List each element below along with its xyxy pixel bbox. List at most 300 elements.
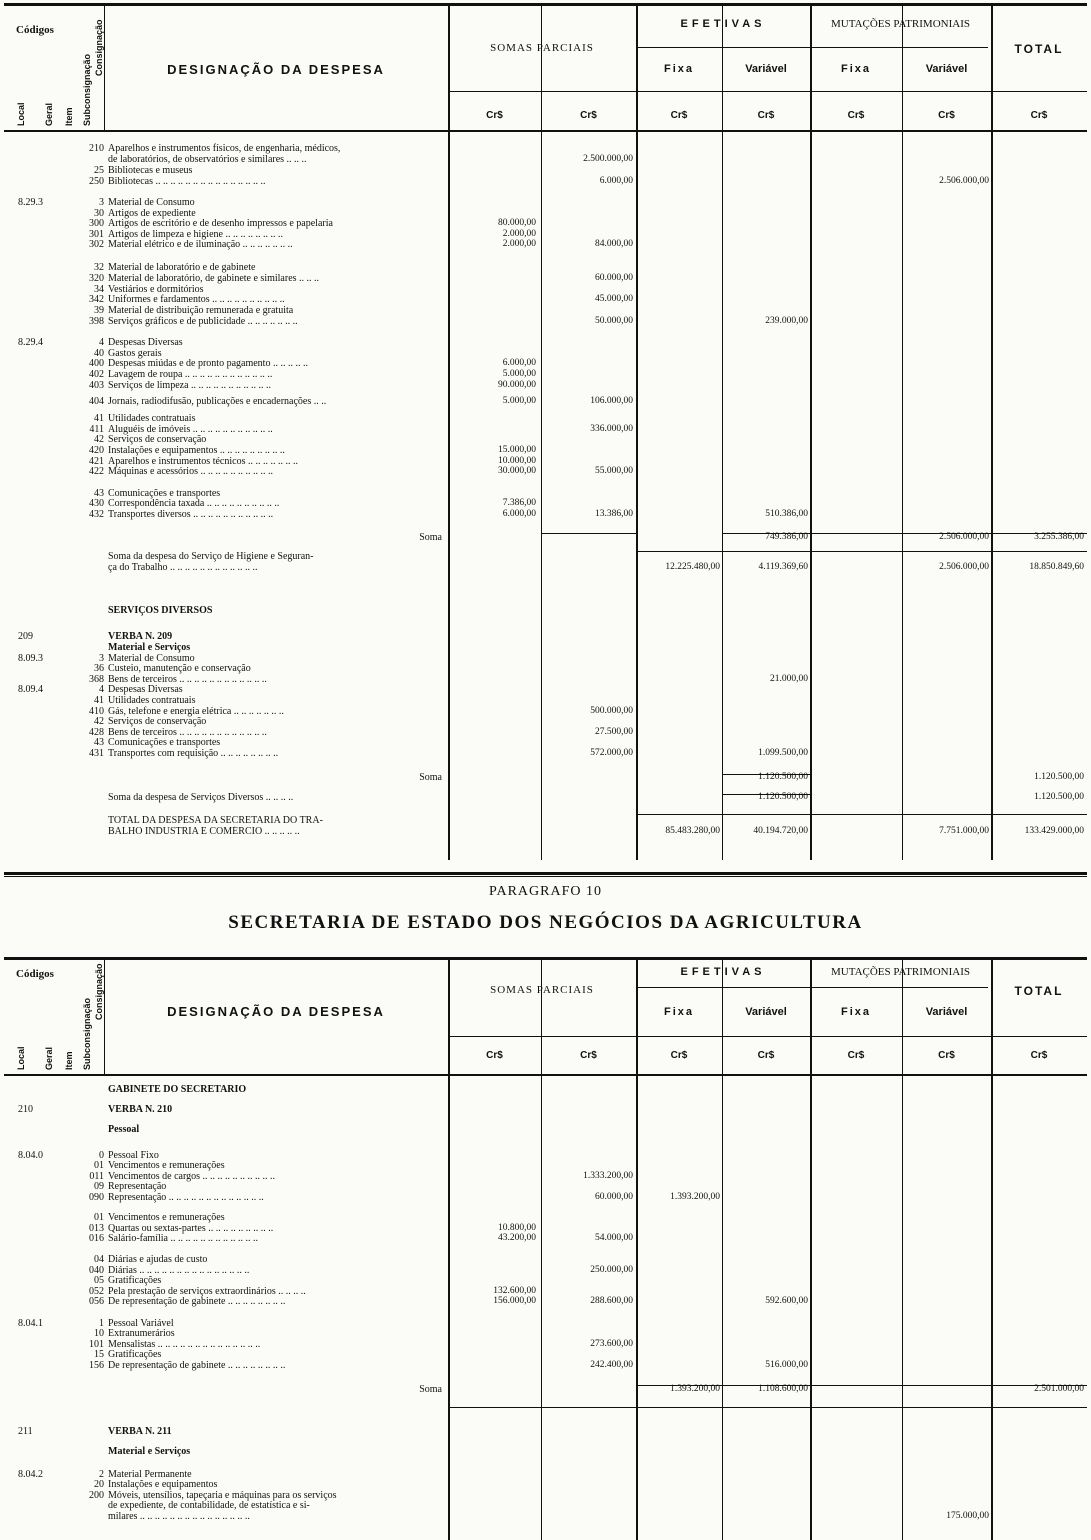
expense-description: Bibliotecas e museus (108, 165, 193, 176)
item-code: 30 (94, 208, 104, 219)
currency-label: Cr$ (847, 110, 865, 121)
expense-description: Bens de terceiros .. .. .. .. .. .. .. .. .. .. .. .. (108, 674, 267, 685)
amount-c3: 1.393.200,00 (670, 1192, 720, 1202)
local-code: 8.09.4 (18, 684, 43, 695)
item-code: 250 (89, 176, 104, 187)
amount-c1: 30.000,00 (498, 466, 536, 476)
item-code: 40 (94, 348, 104, 359)
currency-label: Cr$ (847, 1050, 865, 1061)
expense-description: BALHO INDUSTRIA E COMÉRCIO .. .. .. .. .. (108, 826, 300, 837)
amount-c2: 54.000,00 (595, 1233, 633, 1243)
expense-description: Transportes com requisição .. .. .. .. .. .. .. .. (108, 748, 279, 759)
table-row (4, 197, 1087, 208)
expense-description: Representação (108, 1181, 167, 1192)
expense-description: Gás, telefone e energia elétrica .. .. .. .. .. .. .. (108, 706, 284, 717)
expense-description: Serviços gráficos e de publicidade .. .. .. .. .. .. .. (108, 316, 298, 327)
expense-description: de expediente, de contabilidade, de estatística e si- (108, 1500, 310, 1511)
amount-c4: 4.119.369,60 (758, 562, 808, 572)
mutacoes-header: MUTAÇÕES PATRIMONIAIS (831, 966, 970, 978)
amount-c2: 50.000,00 (595, 316, 633, 326)
currency-label: Cr$ (670, 1050, 688, 1061)
item-code: 210 (89, 143, 104, 154)
table-row (4, 380, 1087, 391)
amount-c6: 2.506.000,00 (939, 532, 989, 542)
amount-c4: 239.000,00 (765, 316, 808, 326)
consignacao-header: Consignação (94, 963, 104, 1020)
expense-description: Extranumerários (108, 1328, 175, 1339)
item-code: 42 (94, 716, 104, 727)
item-code: 090 (89, 1192, 104, 1203)
item-code: 43 (94, 737, 104, 748)
item-code: 41 (94, 695, 104, 706)
item-code: 09 (94, 1181, 104, 1192)
amount-c2: 2.500.000,00 (583, 154, 633, 164)
expense-description: Artigos de limpeza e higiene .. .. .. .. .. .. .. .. (108, 229, 283, 240)
expense-description: Material de distribuição remunerada e gratuita (108, 305, 294, 316)
item-code: 300 (89, 218, 104, 229)
item-code: 402 (89, 369, 104, 380)
expense-description: Quartas ou sextas-partes .. .. .. .. .. .. .. .. .. (108, 1223, 274, 1234)
item-code: 3 (99, 653, 104, 664)
item-code: 3 (99, 197, 104, 208)
somas-parciais-header: SOMAS PARCIAIS (490, 984, 594, 996)
item-code: 404 (89, 396, 104, 407)
expense-description: Comunicações e transportes (108, 488, 221, 499)
table-row (4, 748, 1087, 759)
expense-description: Soma (419, 1384, 442, 1395)
currency-label: Cr$ (580, 1050, 597, 1061)
expense-description: Soma da despesa do Serviço de Higiene e Seguran- (108, 551, 314, 562)
table-row (4, 1328, 1087, 1339)
expense-description: Serviços de limpeza .. .. .. .. .. .. .. .. .. .. .. (108, 380, 272, 391)
table-row (4, 1349, 1087, 1360)
table-row (4, 562, 1087, 573)
expense-description: Vencimentos e remunerações (108, 1212, 225, 1223)
amount-c4: 1.120.500,00 (758, 772, 808, 782)
codigos-header: Códigos (16, 24, 54, 36)
item-code: 1 (99, 1318, 104, 1329)
amount-c2: 13.386,00 (595, 509, 633, 519)
amount-c4: 592.600,00 (765, 1296, 808, 1306)
expense-description: Pessoal (108, 1124, 140, 1135)
expense-description: Mensalistas .. .. .. .. .. .. .. .. .. .. .. .. .. .. (108, 1339, 261, 1350)
amount-c1: 6.000,00 (502, 358, 536, 368)
table-row (4, 1160, 1087, 1171)
table-row (4, 1500, 1087, 1511)
efetivas-variavel-header: Variável (745, 1006, 787, 1018)
expense-description: de laboratórios, de observatórios e similares .. .. .. (108, 154, 307, 165)
expense-description: Gratificações (108, 1275, 162, 1286)
table-row (4, 815, 1087, 826)
item-code: 013 (89, 1223, 104, 1234)
item-code: 4 (99, 684, 104, 695)
local-header: Local (16, 102, 26, 126)
amount-c1: 2.000,00 (502, 239, 536, 249)
amount-c7: 1.120.500,00 (1034, 792, 1084, 802)
item-code: 156 (89, 1360, 104, 1371)
expense-description: De representação de gabinete .. .. .. .. .. .. .. .. (108, 1360, 286, 1371)
item-code: 42 (94, 434, 104, 445)
table-row (4, 1254, 1087, 1265)
table-row (4, 716, 1087, 727)
item-code: 32 (94, 262, 104, 273)
amount-c2: 84.000,00 (595, 239, 633, 249)
amount-c1: 80.000,00 (498, 218, 536, 228)
amount-c1: 5.000,00 (502, 369, 536, 379)
table-row (4, 663, 1087, 674)
item-code: 101 (89, 1339, 104, 1350)
table-row (4, 154, 1087, 165)
efetivas-variavel-header: Variável (745, 63, 787, 75)
item-code: 056 (89, 1296, 104, 1307)
amount-c3: 12.225.480,00 (665, 562, 720, 572)
item-code: 0 (99, 1150, 104, 1161)
amount-c4: 1.120.500,00 (758, 792, 808, 802)
currency-label: Cr$ (1030, 110, 1048, 121)
item-code: 400 (89, 358, 104, 369)
consignacao-header: Consignação (94, 19, 104, 76)
table-row (4, 337, 1087, 348)
amount-c1: 132.600,00 (493, 1286, 536, 1296)
table-row (4, 143, 1087, 154)
amount-c2: 60.000,00 (595, 273, 633, 283)
table-row (4, 509, 1087, 520)
amount-c6: 175.000,00 (946, 1511, 989, 1521)
expense-description: Soma da despesa de Serviços Diversos .. .. .. .. (108, 792, 294, 803)
amount-c7: 3.255.386,00 (1034, 532, 1084, 542)
expense-description: Gastos gerais (108, 348, 162, 359)
expense-description: Correspondência taxada .. .. .. .. .. .. .. .. .. .. (108, 498, 280, 509)
expense-description: De representação de gabinete .. .. .. .. .. .. .. .. (108, 1296, 286, 1307)
table-row (4, 684, 1087, 695)
item-code: 342 (89, 294, 104, 305)
item-code: 302 (89, 239, 104, 250)
amount-c7: 18.850.849,60 (1029, 562, 1084, 572)
expense-description: Custeio, manutenção e conservação (108, 663, 251, 674)
expense-description: Diárias e ajudas de custo (108, 1254, 208, 1265)
item-code: 2 (99, 1469, 104, 1480)
table-row (4, 826, 1087, 837)
item-code: 431 (89, 748, 104, 759)
amount-c4: 516.000,00 (765, 1360, 808, 1370)
table-row (4, 396, 1087, 407)
amount-c6: 2.506.000,00 (939, 176, 989, 186)
amount-c2: 572.000,00 (590, 748, 633, 758)
expense-description: Serviços de conservação (108, 434, 207, 445)
expense-description: Máquinas e acessórios .. .. .. .. .. .. .. .. .. .. (108, 466, 273, 477)
expense-description: Material de laboratório e de gabinete (108, 262, 256, 273)
expense-description: Móveis, utensílios, tapeçaria e máquinas para os serviços (108, 1490, 337, 1501)
expense-description: Vencimentos e remunerações (108, 1160, 225, 1171)
group-header-rule (636, 987, 988, 988)
table-row (4, 369, 1087, 380)
geral-header: Geral (44, 1046, 54, 1070)
table-row (4, 239, 1087, 250)
table-row (4, 1275, 1087, 1286)
somas-parciais-header: SOMAS PARCIAIS (490, 42, 594, 54)
table-row (4, 1511, 1087, 1522)
amount-c2: 336.000,00 (590, 424, 633, 434)
codes-divider (104, 6, 105, 130)
mutacoes-fixa-header: Fixa (840, 1006, 871, 1018)
amount-c4: 1.108.600,00 (758, 1384, 808, 1394)
table-row (4, 532, 1087, 543)
table-row (4, 294, 1087, 305)
currency-label: Cr$ (938, 1050, 955, 1061)
table-row (4, 1360, 1087, 1371)
amount-c6: 2.506.000,00 (939, 562, 989, 572)
amount-c2: 1.333.200,00 (583, 1171, 633, 1181)
codigos-header: Códigos (16, 968, 54, 980)
section-separator (4, 876, 1087, 877)
table-row (4, 551, 1087, 562)
table-row (4, 1233, 1087, 1244)
expense-description: Soma (419, 772, 442, 783)
table-row (4, 466, 1087, 477)
item-code: 05 (94, 1275, 104, 1286)
table-row (4, 1296, 1087, 1307)
amount-c6: 7.751.000,00 (939, 826, 989, 836)
expense-description: Utilidades contratuais (108, 695, 196, 706)
currency-label: Cr$ (757, 110, 775, 121)
item-code: 4 (99, 337, 104, 348)
subtotal-rule (448, 1407, 1087, 1408)
item-code: 34 (94, 284, 104, 295)
amount-c2: 55.000,00 (595, 466, 633, 476)
expense-description: TOTAL DA DESPESA DA SECRETARIA DO TRA- (108, 815, 323, 826)
expense-description: Despesas Diversas (108, 684, 183, 695)
expense-description: Material e Serviços (108, 642, 191, 653)
item-code: 011 (89, 1171, 104, 1182)
item-header: Item (64, 1051, 74, 1070)
amount-c1: 43.200,00 (498, 1233, 536, 1243)
header-bottom-rule (4, 1074, 1087, 1076)
expense-description: Bens de terceiros .. .. .. .. .. .. .. .. .. .. .. .. (108, 727, 267, 738)
subconsignacao-header: Subconsignação (82, 997, 92, 1070)
item-code: 25 (94, 165, 104, 176)
expense-description: Aluguéis de imóveis .. .. .. .. .. .. .. .. .. .. .. (108, 424, 273, 435)
efetivas-header: EFETIVAS (680, 966, 766, 978)
table-row (4, 305, 1087, 316)
group-header-rule (636, 47, 988, 48)
item-code: 15 (94, 1349, 104, 1360)
item-code: 301 (89, 229, 104, 240)
table-row (4, 218, 1087, 229)
efetivas-header: EFETIVAS (680, 18, 766, 30)
amount-c2: 60.000,00 (595, 1192, 633, 1202)
item-code: 403 (89, 380, 104, 391)
table-row (4, 772, 1087, 783)
amount-c2: 6.000,00 (599, 176, 633, 186)
item-code: 421 (89, 456, 104, 467)
expense-description: Despesas miúdas e de pronto pagamento .. .. .. .. .. (108, 358, 308, 369)
expense-description: Bibliotecas .. .. .. .. .. .. .. .. .. .. .. .. .. .. .. (108, 176, 266, 187)
total-header: TOTAL (1014, 42, 1064, 56)
table-row (4, 631, 1087, 642)
expense-description: Vestiários e dormitórios (108, 284, 204, 295)
table-row (4, 1384, 1087, 1395)
table-row (4, 1084, 1087, 1095)
currency-label: Cr$ (486, 1050, 503, 1061)
local-code: 209 (18, 631, 33, 642)
expense-description: Instalações e equipamentos .. .. .. .. .. .. .. .. .. (108, 445, 285, 456)
amount-c2: 288.600,00 (590, 1296, 633, 1306)
expense-description: Material de Consumo (108, 197, 195, 208)
item-code: 43 (94, 488, 104, 499)
item-code: 39 (94, 305, 104, 316)
local-code: 8.09.3 (18, 653, 43, 664)
amount-c4: 21.000,00 (770, 674, 808, 684)
expense-description: milares .. .. .. .. .. .. .. .. .. .. .. .. .. .. .. (108, 1511, 250, 1522)
currency-label: Cr$ (757, 1050, 775, 1061)
item-code: 411 (89, 424, 104, 435)
codes-divider (104, 960, 105, 1074)
table-row (4, 792, 1087, 803)
local-code: 8.29.4 (18, 337, 43, 348)
table-row (4, 1192, 1087, 1203)
table-row (4, 1124, 1087, 1135)
total-header: TOTAL (1014, 984, 1064, 998)
expense-description: Comunicações e transportes (108, 737, 221, 748)
expense-description: Pessoal Fixo (108, 1150, 159, 1161)
expense-description: Transportes diversos .. .. .. .. .. .. .. .. .. .. .. (108, 509, 274, 520)
item-code: 432 (89, 509, 104, 520)
expense-description: Salário-família .. .. .. .. .. .. .. .. .. .. .. .. (108, 1233, 258, 1244)
expense-description: GABINETE DO SECRETARIO (108, 1084, 247, 1095)
currency-label: Cr$ (580, 110, 597, 121)
table-row (4, 605, 1087, 616)
item-code: 398 (89, 316, 104, 327)
amount-c3: 85.483.280,00 (665, 826, 720, 836)
amount-c4: 40.194.720,00 (753, 826, 808, 836)
expense-description: Diárias .. .. .. .. .. .. .. .. .. .. .. .. .. .. .. (108, 1265, 250, 1276)
expense-description: Aparelhos e instrumentos técnicos .. .. .. .. .. .. .. (108, 456, 298, 467)
amount-c7: 2.501.000,00 (1034, 1384, 1084, 1394)
table-row (4, 498, 1087, 509)
amount-c2: 242.400,00 (590, 1360, 633, 1370)
expense-description: Pessoal Variável (108, 1318, 174, 1329)
table-row (4, 262, 1087, 273)
table-row (4, 273, 1087, 284)
amount-c4: 749.386,00 (765, 532, 808, 542)
table-row (4, 434, 1087, 445)
item-code: 410 (89, 706, 104, 717)
section-separator (4, 872, 1087, 875)
expense-description: Despesas Diversas (108, 337, 183, 348)
item-code: 052 (89, 1286, 104, 1297)
item-code: 420 (89, 445, 104, 456)
local-code: 8.04.1 (18, 1318, 43, 1329)
item-code: 41 (94, 413, 104, 424)
table-row (4, 165, 1087, 176)
item-header: Item (64, 107, 74, 126)
table-row (4, 413, 1087, 424)
expense-description: Gratificações (108, 1349, 162, 1360)
table-row (4, 1181, 1087, 1192)
mutacoes-header: MUTAÇÕES PATRIMONIAIS (831, 18, 970, 30)
expense-description: Representação .. .. .. .. .. .. .. .. .. .. .. .. .. (108, 1192, 264, 1203)
amount-c1: 90.000,00 (498, 380, 536, 390)
expense-description: VERBA N. 209 (108, 631, 173, 642)
expense-description: Material elétrico e de iluminação .. .. .. .. .. .. .. (108, 239, 293, 250)
amount-c7: 133.429.000,00 (1024, 826, 1084, 836)
table-row (4, 1104, 1087, 1115)
local-code: 8.29.3 (18, 197, 43, 208)
item-code: 200 (89, 1490, 104, 1501)
expense-description: SERVIÇOS DIVERSOS (108, 605, 213, 616)
mutacoes-fixa-header: Fixa (840, 63, 871, 75)
efetivas-fixa-header: Fixa (663, 63, 694, 75)
expense-description: VERBA N. 210 (108, 1104, 173, 1115)
item-code: 320 (89, 273, 104, 284)
table-row (4, 316, 1087, 327)
geral-header: Geral (44, 102, 54, 126)
amount-c2: 250.000,00 (590, 1265, 633, 1275)
expense-description: VERBA N. 211 (108, 1426, 172, 1437)
expense-description: Material de Consumo (108, 653, 195, 664)
mutacoes-variavel-header: Variável (925, 1006, 968, 1018)
amount-c1: 10.000,00 (498, 456, 536, 466)
mutacoes-variavel-header: Variável (925, 63, 968, 75)
currency-label: Cr$ (670, 110, 688, 121)
designacao-header: DESIGNAÇÃO DA DESPESA (167, 1004, 385, 1019)
item-code: 016 (89, 1233, 104, 1244)
expense-description: Material e Serviços (108, 1446, 191, 1457)
amount-c2: 45.000,00 (595, 294, 633, 304)
local-code: 8.04.0 (18, 1150, 43, 1161)
item-code: 422 (89, 466, 104, 477)
item-code: 20 (94, 1479, 104, 1490)
expense-description: ça do Trabalho .. .. .. .. .. .. .. .. .. .. .. .. (108, 562, 258, 573)
table-row (4, 176, 1087, 187)
local-code: 8.04.2 (18, 1469, 43, 1480)
expense-description: Jornais, radiodifusão, publicações e encadernações .. .. (108, 396, 327, 407)
local-header: Local (16, 1046, 26, 1070)
expense-description: Vencimentos de cargos .. .. .. .. .. .. .. .. .. .. (108, 1171, 276, 1182)
designacao-header: DESIGNAÇÃO DA DESPESA (167, 62, 385, 77)
expense-description: Utilidades contratuais (108, 413, 196, 424)
amount-c1: 7.386,00 (502, 498, 536, 508)
amount-c2: 106.000,00 (590, 396, 633, 406)
item-code: 10 (94, 1328, 104, 1339)
expense-description: Uniformes e fardamentos .. .. .. .. .. .. .. .. .. .. (108, 294, 285, 305)
item-code: 040 (89, 1265, 104, 1276)
amount-c3: 1.393.200,00 (670, 1384, 720, 1394)
amount-c2: 273.600,00 (590, 1339, 633, 1349)
expense-description: Aparelhos e instrumentos físicos, de engenharia, médicos, (108, 143, 341, 154)
table-row (4, 737, 1087, 748)
amount-c2: 500.000,00 (590, 706, 633, 716)
expense-description: Material de laboratório, de gabinete e similares .. .. .. (108, 273, 320, 284)
expense-description: Serviços de conservação (108, 716, 207, 727)
local-code: 210 (18, 1104, 33, 1115)
amount-c4: 510.386,00 (765, 509, 808, 519)
amount-c1: 6.000,00 (502, 509, 536, 519)
amount-c7: 1.120.500,00 (1034, 772, 1084, 782)
amount-c1: 15.000,00 (498, 445, 536, 455)
amount-c1: 5.000,00 (502, 396, 536, 406)
item-code: 428 (89, 727, 104, 738)
item-code: 430 (89, 498, 104, 509)
secretaria-title: SECRETARIA DE ESTADO DOS NEGÓCIOS DA AGRICULTURA (228, 912, 863, 933)
expense-description: Instalações e equipamentos (108, 1479, 218, 1490)
table-row (4, 1212, 1087, 1223)
expense-description: Soma (419, 532, 442, 543)
subconsignacao-header: Subconsignação (82, 53, 92, 126)
table-row (4, 358, 1087, 369)
expense-description: Pela prestação de serviços extraordinários .. .. .. .. (108, 1286, 306, 1297)
amount-c1: 10.800,00 (498, 1223, 536, 1233)
